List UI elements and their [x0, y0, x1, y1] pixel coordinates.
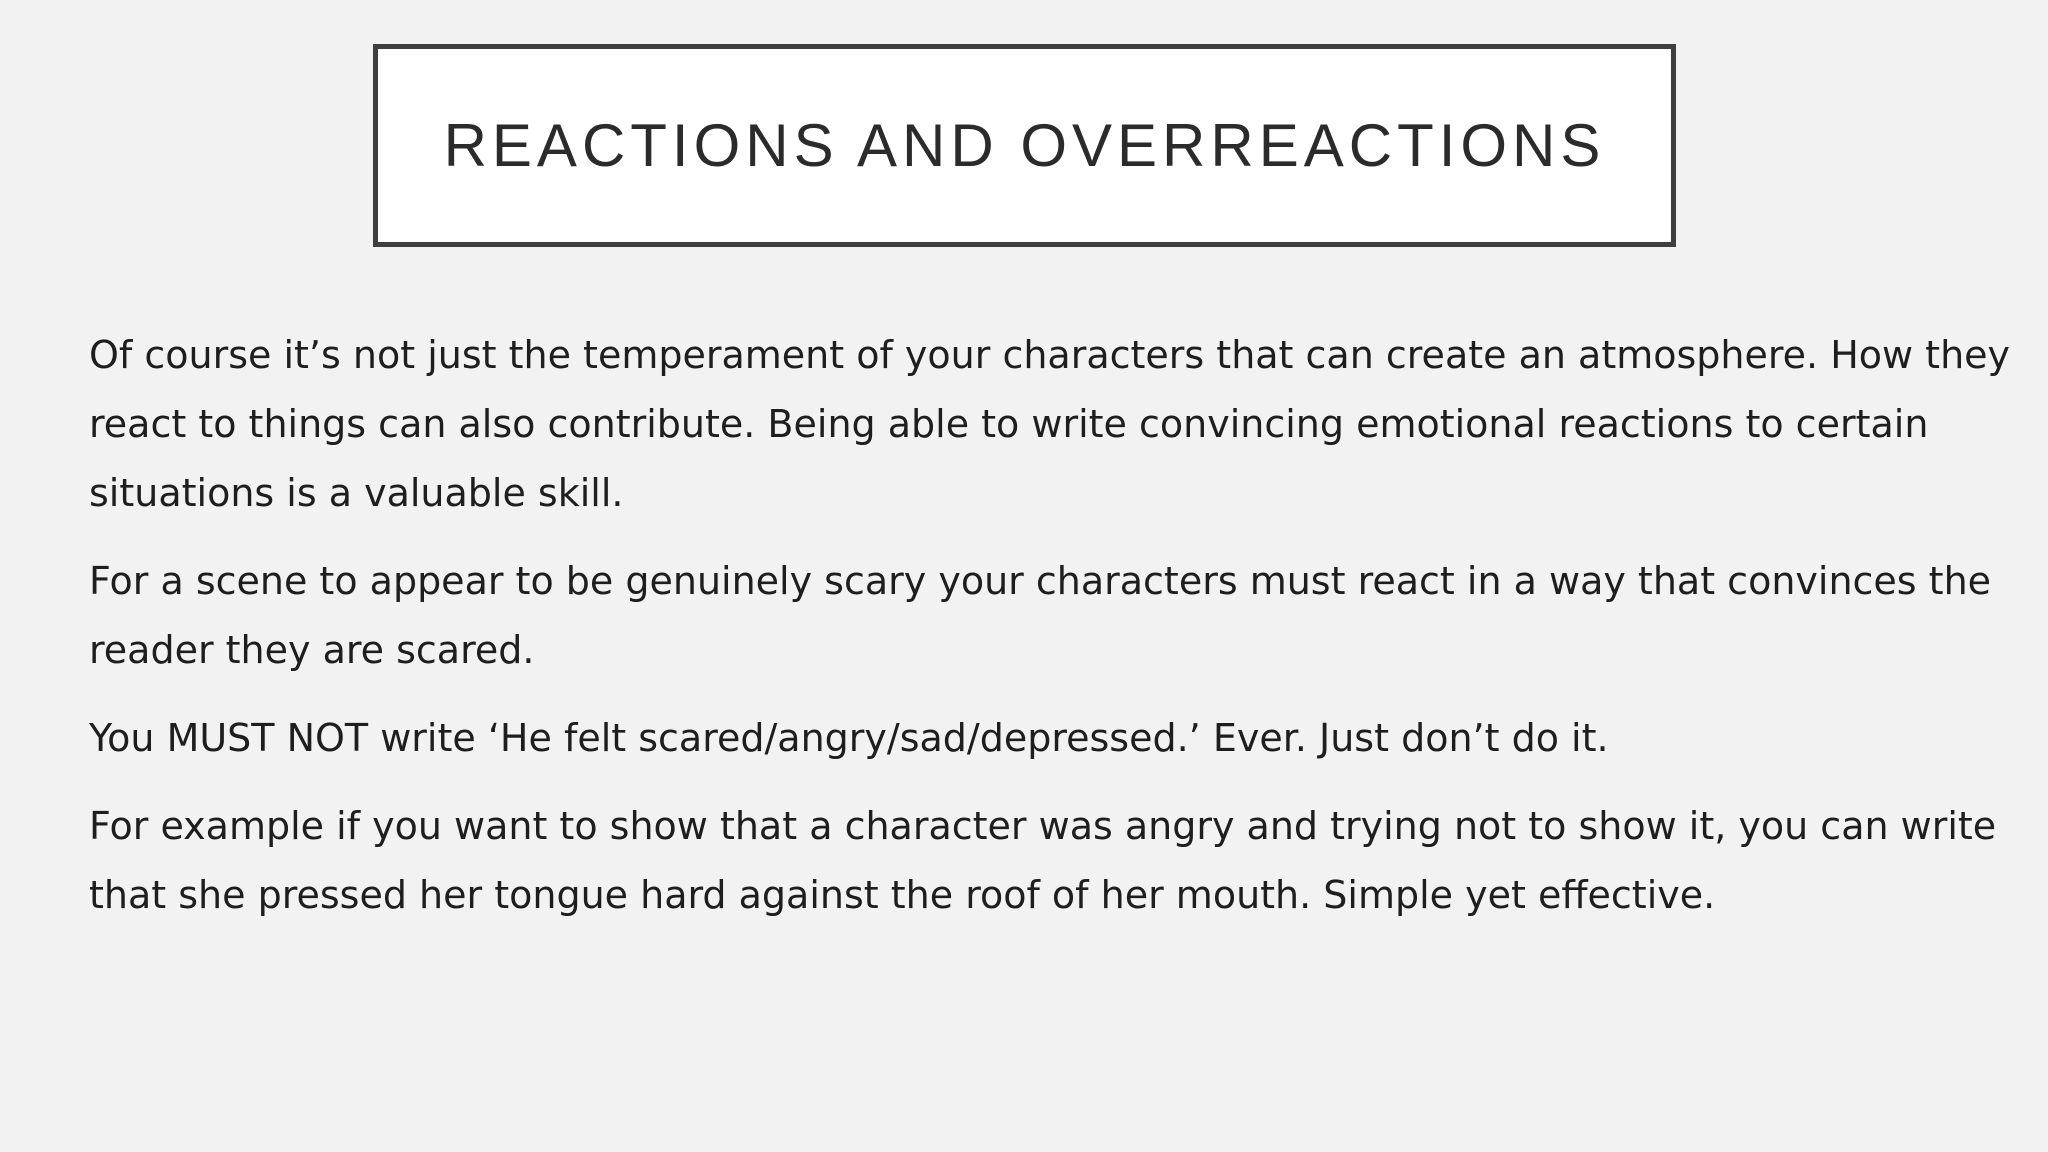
paragraph-1: Of course it’s not just the temperament of your characters that can create an atmosphere. How they react to things can also contribute. Being able to write convincing emotional reactions to certain situations is a valuable skill.: [89, 333, 2011, 515]
paragraph-2: For a scene to appear to be genuinely scary your characters must react in a way that convinces the reader they are scared.: [89, 559, 1992, 672]
slide-title: REACTIONS AND OVERREACTIONS: [443, 112, 1606, 179]
paragraph-3: You MUST NOT write ‘He felt scared/angry/sad/depressed.’ Ever. Just don’t do it.: [89, 716, 1609, 760]
slide-body: [89, 321, 2019, 949]
title-box: [373, 44, 1676, 247]
paragraph-4: For example if you want to show that a character was angry and trying not to show it, you can write that she pressed her tongue hard against the roof of her mouth. Simple yet effective.: [89, 804, 1997, 917]
